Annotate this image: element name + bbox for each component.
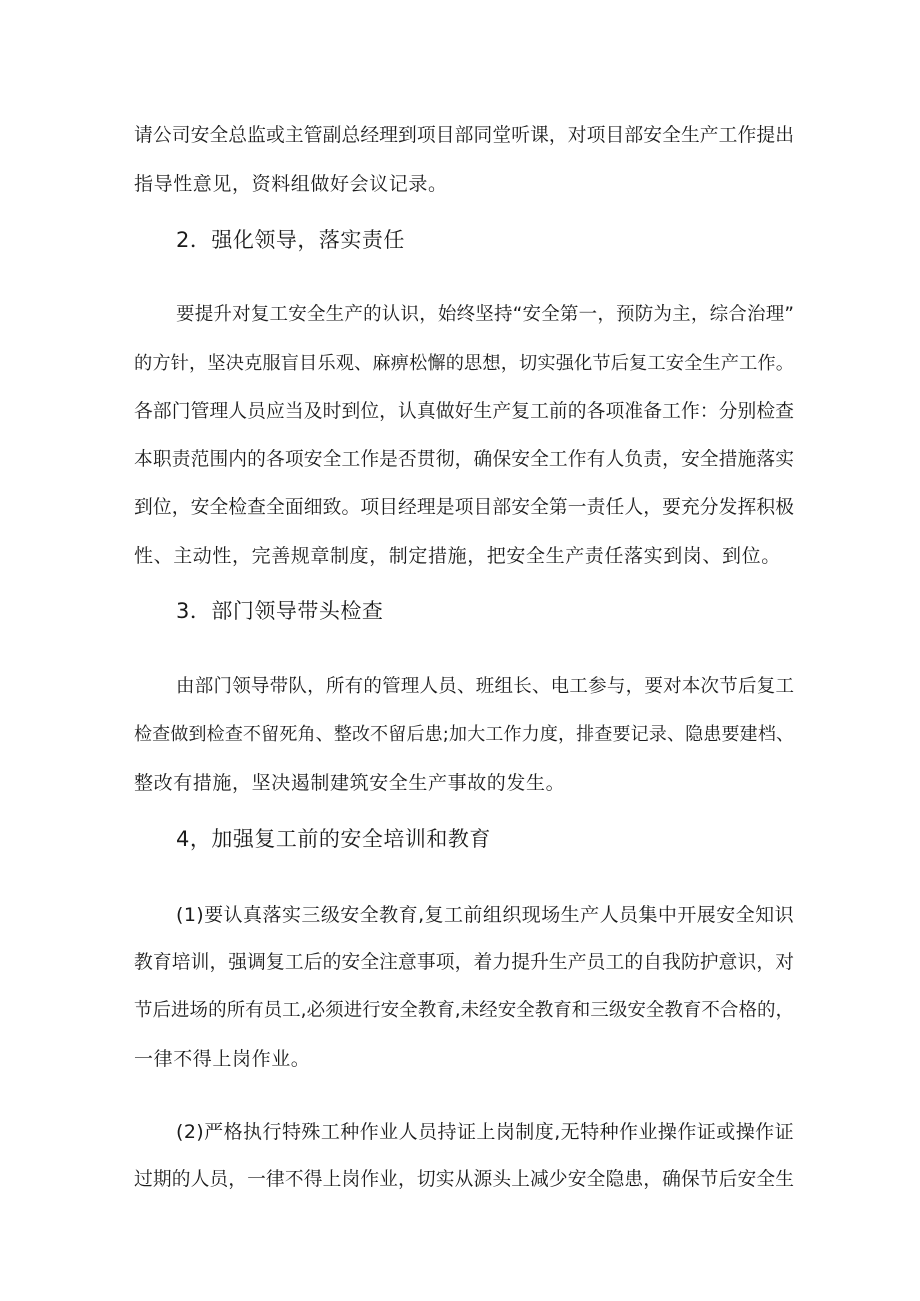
paragraph-line: 节后进场的所有员工,必须进行安全教育,未经安全教育和三级安全教育不合格的， [134, 1000, 794, 1021]
paragraph-line: 的方针，坚决克服盲目乐观、麻痹松懈的思想，切实强化节后复工安全生产工作。 [134, 353, 794, 374]
paragraph-line: 各部门管理人员应当及时到位，认真做好生产复工前的各项准备工作：分别检查 [134, 401, 794, 422]
paragraph-line: 指导性意见，资料组做好会议记录。 [134, 173, 448, 195]
section-heading: 3．部门领导带头检查 [176, 599, 384, 623]
paragraph-line: 请公司安全总监或主管副总经理到项目部同堂听课，对项目部安全生产工作提出 [134, 125, 794, 146]
paragraph-line: 整改有措施，坚决遏制建筑安全生产事故的发生。 [134, 772, 566, 794]
paragraph-line: 一律不得上岗作业。 [134, 1048, 311, 1070]
paragraph-line: 检查做到检查不留死角、整改不留后患;加大工作力度，排查要记录、隐患要建档、 [134, 724, 794, 745]
paragraph-line: (1)要认真落实三级安全教育,复工前组织现场生产人员集中开展安全知识 [176, 904, 794, 926]
paragraph-line: 过期的人员，一律不得上岗作业，切实从源头上减少安全隐患，确保节后安全生 [134, 1169, 794, 1190]
paragraph-line: 由部门领导带队，所有的管理人员、班组长、电工参与，要对本次节后复工 [176, 676, 794, 697]
paragraph-line: 本职责范围内的各项安全工作是否贯彻，确保安全工作有人负责，安全措施落实 [134, 449, 794, 470]
paragraph-line: 教育培训，强调复工后的安全注意事项，着力提升生产员工的自我防护意识，对 [134, 952, 794, 973]
section-heading: 2．强化领导，落实责任 [176, 228, 405, 252]
paragraph-line: 性、主动性，完善规章制度，制定措施，把安全生产责任落实到岗、到位。 [134, 545, 781, 567]
section-heading: 4，加强复工前的安全培训和教育 [176, 827, 491, 851]
paragraph-line: 到位，安全检查全面细致。项目经理是项目部安全第一责任人，要充分发挥积极 [134, 497, 794, 518]
paragraph-line: (2)严格执行特殊工种作业人员持证上岗制度,无特种作业操作证或操作证 [176, 1121, 794, 1143]
paragraph-line: 要提升对复工安全生产的认识，始终坚持“安全第一，预防为主，综合治理” [176, 304, 794, 325]
